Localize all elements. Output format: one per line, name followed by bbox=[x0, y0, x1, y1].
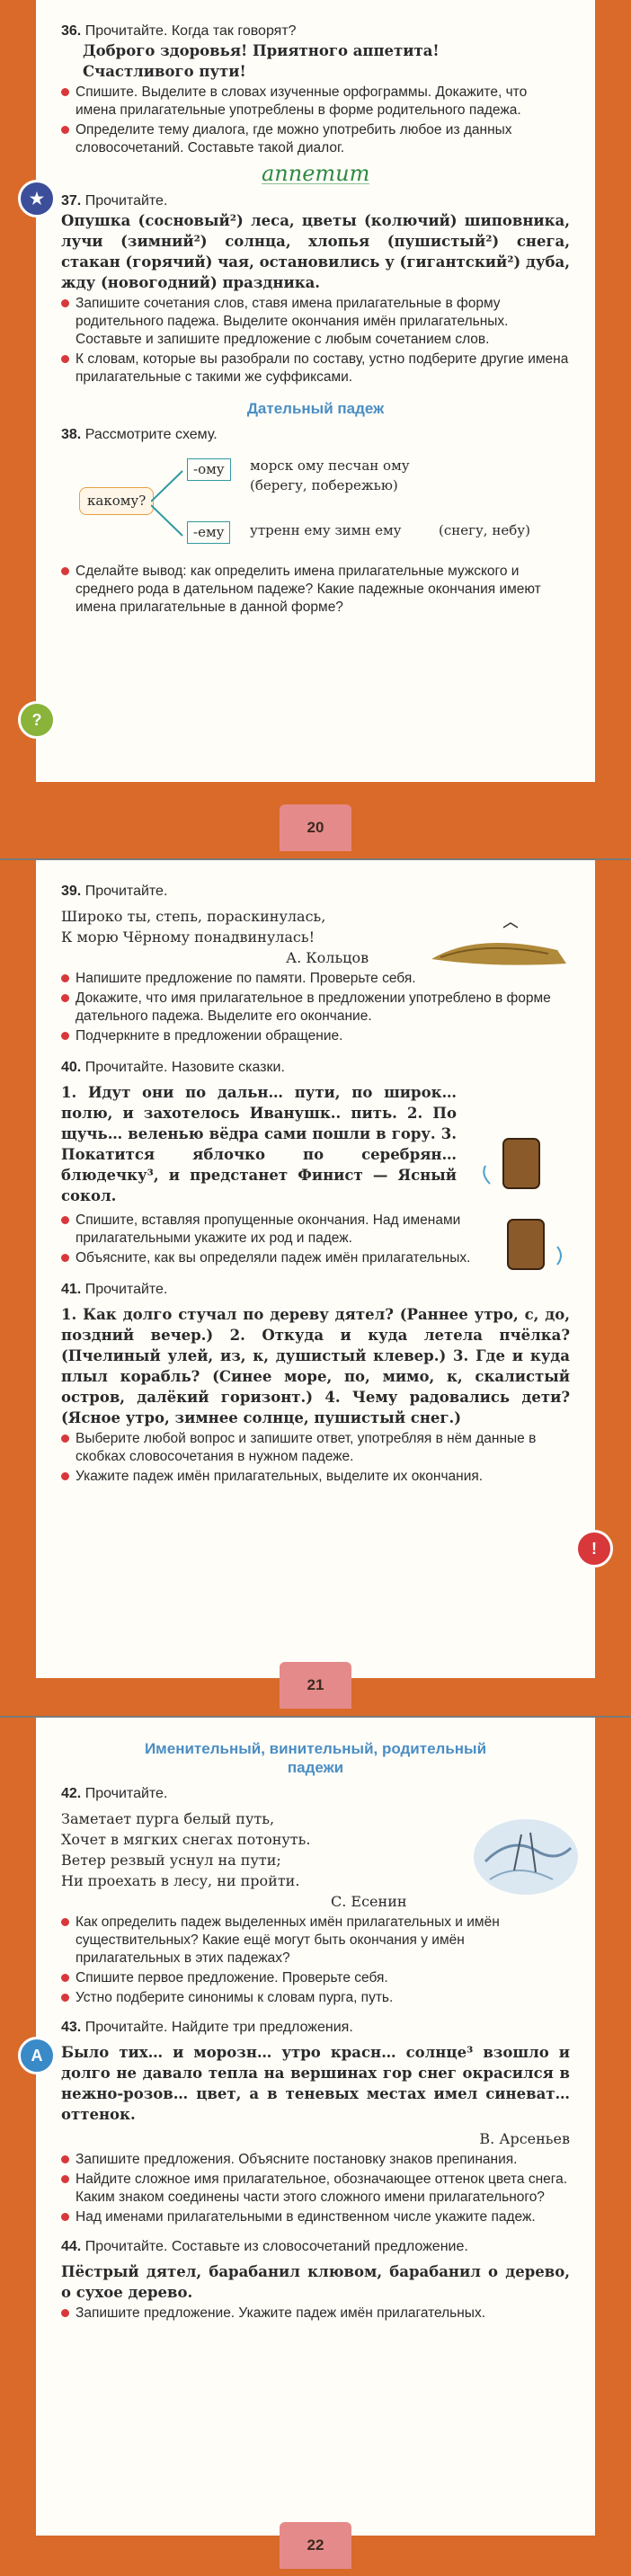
poem-line: Хочет в мягких снегах потонуть. bbox=[61, 1831, 311, 1848]
exclamation-icon: ! bbox=[575, 1530, 613, 1568]
exercise-text: 1. Идут они по дальн… пути, по широк… полю, и захотелось Иванушк.. пить. 2. По щучь… веленью вёдра сами пошли в гору. 3. Покатится яблочко по серебрян… блюдечку³, и предстанет Финист — Ясный сокол. bbox=[61, 1084, 457, 1204]
bullet-item: Выберите любой вопрос и запишите ответ, употребляя в нём данные в скобках словосочетания в нужном падеже. bbox=[61, 1430, 570, 1466]
exercise-44 bbox=[61, 2237, 570, 2323]
page-content bbox=[61, 1739, 570, 2328]
text-line: Счастливого пути! bbox=[83, 63, 246, 80]
ending-emu: -ему bbox=[187, 521, 230, 544]
poem-line: К морю Чёрному понадвинулась! bbox=[61, 928, 316, 946]
page-21 bbox=[0, 860, 631, 1716]
bullet-item: К словам, которые вы разобрали по составу, устно подберите другие имена прилагательные с такими же суффиксами. bbox=[61, 351, 570, 386]
author: С. Есенин bbox=[331, 1893, 407, 1910]
question-bubble: какому? bbox=[79, 487, 154, 515]
author: А. Кольцов bbox=[286, 949, 369, 966]
bullet-item: Запишите предложение. Укажите падеж имён прилагательных. bbox=[61, 2305, 570, 2323]
exercise-number: 42. bbox=[61, 1786, 82, 1801]
bullet-item: Объясните, как вы определяли падеж имён прилагательных. bbox=[61, 1249, 570, 1267]
exercise-number: 38. bbox=[61, 427, 82, 442]
page-content bbox=[61, 22, 570, 622]
exercise-task: Прочитайте. Назовите сказки. bbox=[84, 1060, 285, 1075]
bullet-item: Укажите падеж имён прилагательных, выделите их окончания. bbox=[61, 1468, 570, 1486]
page-number: 20 bbox=[280, 804, 351, 851]
exercise-task: Прочитайте. Найдите три предложения. bbox=[84, 2020, 353, 2035]
bullet-item: Устно подберите синонимы к словам пурга, путь. bbox=[61, 1989, 570, 2007]
exercise-text: 1. Как долго стучал по дереву дятел? (Раннее утро, с, до, поздний вечер.) 2. Откуда и куда летела пчёлка? (Пчелиный улей, из, к, душистый клевер.) 3. Где и куда плыл корабль? (Синее море, по, мимо, к, скалистый остров, далёкий горизонт.) 4. Чему радовались дети? (Ясное утро, зимнее солнце, пушистый снег.) bbox=[61, 1306, 570, 1426]
exercise-37 bbox=[61, 191, 570, 386]
bullet-item: Докажите, что имя прилагательное в предложении употреблено в форме дательного падежа. Выделите его окончание. bbox=[61, 990, 570, 1026]
exercise-task: Рассмотрите схему. bbox=[84, 427, 218, 442]
exercise-text: Опушка (сосновый²) леса, цветы (колючий) шиповника, лучи (зимний²) солнца, хлопья (пушистый²) снега, стакан (горячий) чая, остановились у (гигантский²) дуба, жду (новогодний) праздника. bbox=[61, 212, 570, 291]
page-sheet bbox=[31, 1718, 595, 2536]
row1-note: (берегу, побережью) bbox=[250, 477, 398, 493]
bullet-item: Как определить падеж выделенных имён прилагательных и имён существительных? Какие ещё могут быть окончания у имён прилагательных в этих падежах? bbox=[61, 1914, 570, 1968]
case-schema bbox=[61, 449, 570, 557]
poem-line: Заметает пурга белый путь, bbox=[61, 1810, 275, 1827]
bullet-item: Спишите. Выделите в словах изученные орфограммы. Докажите, что имена прилагательные употреблены в форме родительного падежа. bbox=[61, 84, 570, 120]
bullet-item: Сделайте вывод: как определить имена прилагательные мужского и среднего рода в дательном падеже? Какие падежные окончания имеют имена прилагательные в данной форме? bbox=[61, 563, 570, 617]
exercise-number: 41. bbox=[61, 1282, 82, 1297]
star-icon: ★ bbox=[18, 180, 56, 218]
exercise-task: Прочитайте. Составьте из словосочетаний предложение. bbox=[84, 2239, 468, 2254]
poem-line: Ни проехать в лесу, ни пройти. bbox=[61, 1872, 300, 1889]
exercise-task: Прочитайте. bbox=[84, 193, 168, 209]
text-line: Доброго здоровья! Приятного аппетита! bbox=[83, 42, 440, 59]
exercise-43 bbox=[61, 2018, 570, 2226]
bullet-item: Подчеркните в предложении обращение. bbox=[61, 1027, 570, 1045]
exercise-41 bbox=[61, 1280, 570, 1486]
exercise-task: Прочитайте. bbox=[84, 884, 168, 899]
letters-icon: А bbox=[18, 2037, 56, 2074]
exercise-40 bbox=[61, 1058, 457, 1206]
section-heading: Дательный падеж bbox=[246, 400, 385, 417]
exercise-42 bbox=[61, 1784, 570, 2007]
question-icon: ? bbox=[18, 701, 56, 739]
exercise-number: 39. bbox=[61, 884, 82, 899]
exercise-task: Прочитайте. bbox=[84, 1282, 168, 1297]
exercise-task: Прочитайте. bbox=[84, 1786, 168, 1801]
page-20 bbox=[0, 0, 631, 858]
bullet-item: Над именами прилагательными в единственном числе укажите падеж. bbox=[61, 2208, 570, 2226]
ending-omu: -ому bbox=[187, 458, 231, 481]
page-number: 22 bbox=[280, 2522, 351, 2569]
poem-line: Ветер резвый уснул на пути; bbox=[61, 1852, 281, 1869]
exercise-39 bbox=[61, 882, 570, 1045]
exercise-number: 44. bbox=[61, 2239, 82, 2254]
bullet-item: Определите тему диалога, где можно употребить любое из данных словосочетаний. Составьте такой диалог. bbox=[61, 121, 570, 157]
row1-words: морск ому песчан ому bbox=[250, 457, 410, 474]
schema-arrows bbox=[151, 458, 187, 548]
exercise-text: Было тих… и морозн… утро красн… солнце³ взошло и долго не давало тепла на вершинах гор снег окрасился в нежно-розов… цвет, а в теневых местах имел синеват… оттенок. bbox=[61, 2044, 570, 2123]
bullet-item: Спишите, вставляя пропущенные окончания. Над именами прилагательными укажите их род и падеж. bbox=[61, 1212, 570, 1248]
exercise-number: 43. bbox=[61, 2020, 82, 2035]
bullet-item: Напишите предложение по памяти. Проверьте себя. bbox=[61, 970, 570, 988]
bullet-item: Спишите первое предложение. Проверьте себя. bbox=[61, 1969, 570, 1987]
exercise-38 bbox=[61, 425, 570, 617]
page-sheet bbox=[29, 0, 595, 782]
exercise-number: 37. bbox=[61, 193, 82, 209]
poem-line: Широко ты, степь, пораскинулась, bbox=[61, 908, 326, 925]
handwritten-word: аппетит bbox=[262, 161, 370, 186]
row2-words: утренн ему зимн ему bbox=[250, 522, 402, 538]
section-heading: Именительный, винительный, родительный падежи bbox=[144, 1740, 487, 1776]
page-sheet bbox=[36, 860, 595, 1678]
row2-note: (снегу, небу) bbox=[439, 522, 530, 538]
page-content bbox=[61, 882, 570, 1491]
exercise-text: Пёстрый дятел, барабанил клювом, барабанил о дерево, о сухое дерево. bbox=[61, 2263, 570, 2301]
bullet-item: Запишите сочетания слов, ставя имена прилагательные в форму родительного падежа. Выделите окончания имён прилагательных. Составьте и запишите предложение с любым сочетанием слов. bbox=[61, 295, 570, 349]
bullet-item: Запишите предложения. Объясните постановку знаков препинания. bbox=[61, 2151, 570, 2169]
exercise-number: 36. bbox=[61, 23, 82, 39]
exercise-task: Прочитайте. Когда так говорят? bbox=[84, 23, 297, 39]
page-22 bbox=[0, 1718, 631, 2576]
bullet-item: Найдите сложное имя прилагательное, обозначающее оттенок цвета снега. Каким знаком соединены части этого сложного имени прилагательного? bbox=[61, 2171, 570, 2207]
exercise-36 bbox=[61, 22, 570, 157]
exercise-number: 40. bbox=[61, 1060, 82, 1075]
page-number: 21 bbox=[280, 1662, 351, 1709]
author: В. Арсеньев bbox=[479, 2130, 570, 2147]
